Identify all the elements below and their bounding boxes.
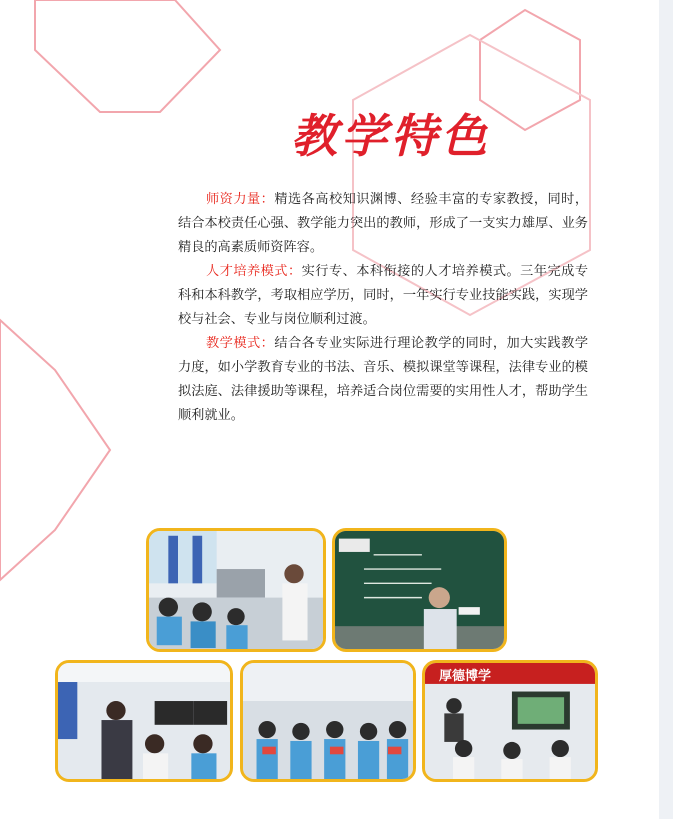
training-text: 实行专、本科衔接的人才培养模式。三年完成专科和本科教学，考取相应学历，同时，一年实行专业技能实践，实现学校与社会、专业与岗位顺利过渡。: [178, 264, 589, 327]
faculty-paragraph: [178, 188, 588, 260]
classroom-teacher-photo: [146, 528, 326, 652]
teaching-text: 结合各专业实际进行理论教学的同时，加大实践教学力度，如小学教育专业的书法、音乐、模拟课堂等课程，法律专业的模拟法庭、法律援助等课程，培养适合岗位需要的实用性人才，帮助学生顺利就业。: [178, 336, 589, 423]
training-label: 人才培养模式：: [206, 264, 302, 279]
projector-class-photo: [422, 660, 598, 782]
blackboard-lecture-photo: [332, 528, 507, 652]
training-paragraph: [178, 260, 588, 332]
intro-text: [178, 188, 588, 428]
teaching-label: 教学模式：: [206, 336, 275, 351]
students-reading-photo: [240, 660, 416, 782]
faculty-text: 精选各高校知识渊博、经验丰富的专家教授，同时，结合本校责任心强、教学能力突出的教师，形成了一支实力雄厚、业务精良的高素质师资阵容。: [178, 192, 589, 255]
computer-lab-photo: [55, 660, 233, 782]
banner-text: 厚德博学: [439, 669, 492, 684]
faculty-label: 师资力量：: [206, 192, 275, 207]
teaching-paragraph: [178, 332, 588, 428]
page-title: 教学特色: [291, 109, 491, 163]
